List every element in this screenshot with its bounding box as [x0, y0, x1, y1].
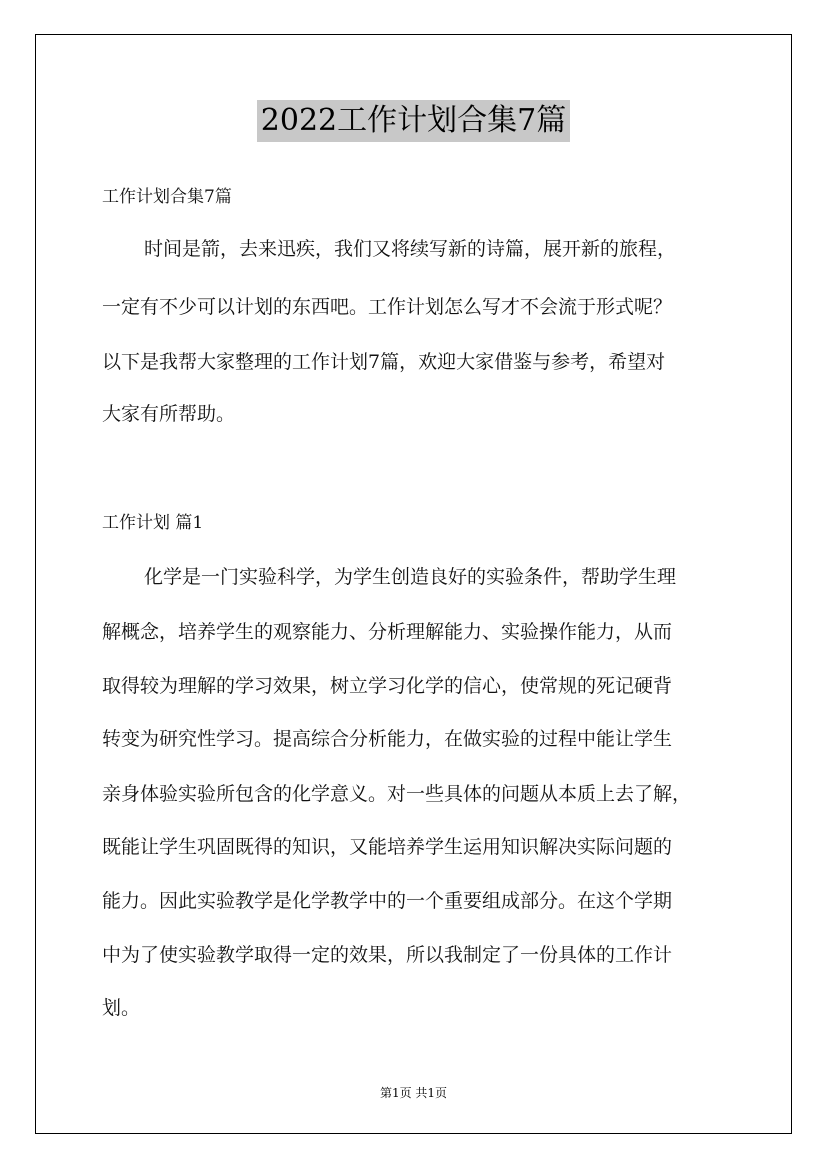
section1-line-3: 取得较为理解的学习效果，树立学习化学的信心，使常规的死记硬背: [102, 675, 673, 697]
intro-line-4: 大家有所帮助。: [102, 403, 236, 425]
intro-line-2: 一定有不少可以计划的东西吧。工作计划怎么写才不会流于形式呢？: [102, 296, 673, 318]
intro-line-1: 时间是箭，去来迅疾，我们又将续写新的诗篇，展开新的旅程，: [144, 238, 677, 260]
intro-line-3: 以下是我帮大家整理的工作计划7篇，欢迎大家借鉴与参考，希望对: [102, 351, 666, 373]
section1-line-8: 中为了使实验教学取得一定的效果，所以我制定了一份具体的工作计: [102, 944, 673, 966]
section1-line-9: 划。: [102, 997, 141, 1019]
section1-line-5: 亲身体验实验所包含的化学意义。对一些具体的问题从本质上去了解，: [102, 783, 692, 805]
section1-line-2: 解概念，培养学生的观察能力、分析理解能力、实验操作能力，从而: [102, 621, 673, 643]
document-title: 2022工作计划合集7篇: [257, 100, 570, 142]
document-title-wrapper: [0, 100, 827, 142]
section1-line-1: 化学是一门实验科学，为学生创造良好的实验条件，帮助学生理: [144, 566, 677, 588]
document-subtitle: 工作计划合集7篇: [102, 187, 232, 207]
section1-line-6: 既能让学生巩固既得的知识，又能培养学生运用知识解决实际问题的: [102, 836, 673, 858]
section1-heading: 工作计划 篇1: [102, 513, 204, 533]
section1-line-7: 能力。因此实验教学是化学教学中的一个重要组成部分。在这个学期: [102, 890, 673, 912]
section1-line-4: 转变为研究性学习。提高综合分析能力，在做实验的过程中能让学生: [102, 728, 673, 750]
page-footer: 第1页 共1页: [379, 1086, 448, 1100]
